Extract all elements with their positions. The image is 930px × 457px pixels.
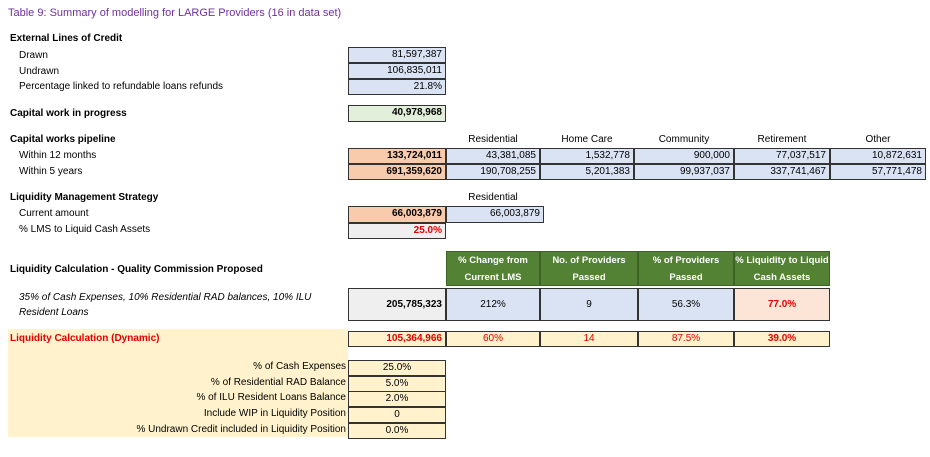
param-label: % of Residential RAD Balance [210, 377, 346, 388]
quality-pct-providers: 56.3% [638, 288, 734, 321]
cwip-label: Capital work in progress [10, 108, 127, 119]
param-label: Include WIP in Liquidity Position [203, 408, 346, 419]
header-pct-providers-passed: % of Providers Passed [638, 251, 734, 286]
cwip-value: 40,978,968 [348, 105, 446, 122]
pipeline-cell: 77,037,517 [734, 148, 830, 164]
pipeline-col-home-care: Home Care [561, 134, 613, 145]
pipeline-cell: 1,532,778 [540, 148, 634, 164]
quality-change: 212% [446, 288, 540, 321]
param-label: % of ILU Resident Loans Balance [196, 392, 346, 403]
header-change-from-lms: % Change from Current LMS [446, 251, 540, 286]
drawn-label: Drawn [19, 50, 48, 61]
lms-pct-label: % LMS to Liquid Cash Assets [19, 224, 151, 235]
dynamic-pct-providers: 87.5% [638, 331, 734, 347]
pipeline-cell: 190,708,255 [446, 164, 540, 180]
dynamic-change: 60% [446, 331, 540, 347]
pipeline-col-other: Other [865, 134, 891, 145]
pipeline-cell: 337,741,467 [734, 164, 830, 180]
pipeline-row-label: Within 5 years [19, 166, 83, 177]
lms-current-value: 66,003,879 [348, 206, 446, 223]
pipeline-cell: 99,937,037 [634, 164, 734, 180]
lms-current-label: Current amount [19, 208, 89, 219]
dynamic-label: Liquidity Calculation (Dynamic) [10, 333, 160, 344]
dynamic-liquidity: 39.0% [734, 331, 830, 347]
pipeline-cell: 900,000 [634, 148, 734, 164]
pipeline-row-label: Within 12 months [19, 150, 97, 161]
param-input[interactable]: 25.0% [348, 360, 446, 376]
param-input[interactable]: 5.0% [348, 376, 446, 392]
undrawn-label: Undrawn [19, 66, 60, 77]
pipeline-heading: Capital works pipeline [10, 134, 116, 145]
pipeline-cell: 43,381,085 [446, 148, 540, 164]
quality-description: 35% of Cash Expenses, 10% Residential RAD balances, 10% ILU Resident Loans [19, 292, 312, 318]
lms-residential-value: 66,003,879 [446, 206, 544, 223]
pipeline-cell: 57,771,478 [830, 164, 926, 180]
pipeline-col-community: Community [658, 134, 710, 145]
external-credit-heading: External Lines of Credit [10, 33, 123, 44]
quality-heading: Liquidity Calculation - Quality Commission Proposed [10, 264, 263, 275]
param-input[interactable]: 0.0% [348, 423, 446, 439]
lms-col-residential: Residential [468, 192, 518, 203]
param-input[interactable]: 0 [348, 407, 446, 423]
pipeline-col-retirement: Retirement [757, 134, 807, 145]
table-title: Table 9: Summary of modelling for LARGE Providers (16 in data set) [8, 7, 342, 19]
header-liquidity-to-cash: % Liquidity to Liquid Cash Assets [734, 251, 830, 286]
lms-pct-value: 25.0% [348, 223, 446, 239]
pipeline-total: 691,359,620 [348, 164, 446, 180]
undrawn-value: 106,835,011 [348, 63, 446, 79]
pct-refundable-value: 21.8% [348, 79, 446, 95]
quality-liquidity: 77.0% [734, 288, 830, 321]
pipeline-cell: 5,201,383 [540, 164, 634, 180]
dynamic-providers: 14 [540, 331, 638, 347]
pct-refundable-label: Percentage linked to refundable loans refunds [19, 81, 224, 92]
param-label: % Undrawn Credit included in Liquidity Position [136, 424, 346, 435]
param-label: % of Cash Expenses [253, 361, 346, 372]
pipeline-col-residential: Residential [468, 134, 518, 145]
quality-total: 205,785,323 [348, 288, 446, 321]
dynamic-total: 105,364,966 [348, 331, 446, 347]
quality-providers: 9 [540, 288, 638, 321]
pipeline-cell: 10,872,631 [830, 148, 926, 164]
header-providers-passed: No. of Providers Passed [540, 251, 638, 286]
drawn-value: 81,597,387 [348, 47, 446, 63]
lms-heading: Liquidity Management Strategy [10, 192, 159, 203]
pipeline-total: 133,724,011 [348, 148, 446, 164]
param-input[interactable]: 2.0% [348, 391, 446, 407]
